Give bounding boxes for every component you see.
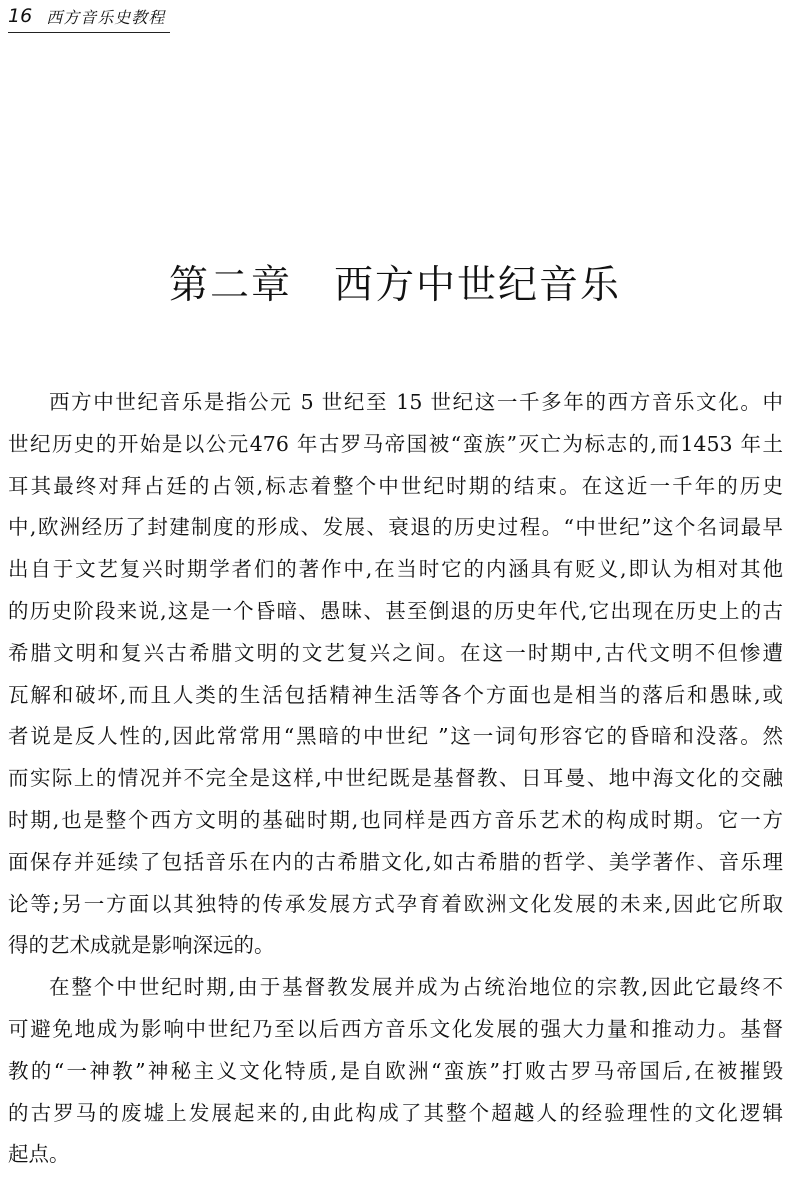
text-line: 耳其最终对拜占廷的占领,标志着整个中世纪时期的结束。在这近一千年的历史	[8, 473, 783, 498]
text-line: 面保存并延续了包括音乐在内的古希腊文化,如古希腊的哲学、美学著作、音乐理	[8, 849, 783, 874]
body-text	[8, 382, 783, 1176]
chapter-heading	[0, 258, 790, 314]
text-line: 者说是反人性的,因此常常用“黑暗的中世纪 ”这一词句形容它的昏暗和没落。然	[8, 724, 783, 749]
text-line: 得的艺术成就是影响深远的。	[8, 933, 275, 958]
text-line: 可避免地成为影响中世纪乃至以后西方音乐文化发展的强大力量和推动力。基督	[8, 1016, 783, 1041]
running-head	[8, 0, 170, 33]
book-title: 西方音乐史教程	[46, 7, 166, 27]
text-line: 教的“一神教”神秘主义文化特质,是自欧洲“蛮族”打败古罗马帝国后,在被摧毁	[8, 1058, 783, 1083]
text-line: 世纪历史的开始是以公元476 年古罗马帝国被“蛮族”灭亡为标志的,而1453 年土	[8, 431, 783, 456]
text-line: 瓦解和破坏,而且人类的生活包括精神生活等各个方面也是相当的落后和愚昧,或	[8, 682, 783, 707]
text-line: 的古罗马的废墟上发展起来的,由此构成了其整个超越人的经验理性的文化逻辑	[8, 1100, 783, 1125]
text-line: 出自于文艺复兴时期学者们的著作中,在当时它的内涵具有贬义,即认为相对其他	[8, 557, 783, 582]
text-line: 中,欧洲经历了封建制度的形成、发展、衰退的历史过程。“中世纪”这个名词最早	[8, 515, 783, 540]
text-line: 时期,也是整个西方文明的基础时期,也同样是西方音乐艺术的构成时期。它一方	[8, 807, 783, 832]
chapter-title: 西方中世纪音乐	[334, 263, 622, 308]
text-line: 而实际上的情况并不完全是这样,中世纪既是基督教、日耳曼、地中海文化的交融	[8, 766, 783, 791]
chapter-number: 第二章	[168, 263, 292, 308]
text-line: 在整个中世纪时期,由于基督教发展并成为占统治地位的宗教,因此它最终不	[49, 975, 783, 1000]
page-number: 16	[8, 5, 33, 27]
text-line: 西方中世纪音乐是指公元 5 世纪至 15 世纪这一千多年的西方音乐文化。中	[49, 390, 783, 414]
text-line: 论等;另一方面以其独特的传承发展方式孕育着欧洲文化发展的未来,因此它所取	[8, 891, 783, 916]
text-line: 希腊文明和复兴古希腊文明的文艺复兴之间。在这一时期中,古代文明不但惨遭	[8, 640, 783, 665]
text-line: 起点。	[8, 1142, 70, 1167]
paragraph	[8, 382, 783, 967]
paragraph	[8, 967, 783, 1176]
text-line: 的历史阶段来说,这是一个昏暗、愚昧、甚至倒退的历史年代,它出现在历史上的古	[8, 598, 783, 623]
